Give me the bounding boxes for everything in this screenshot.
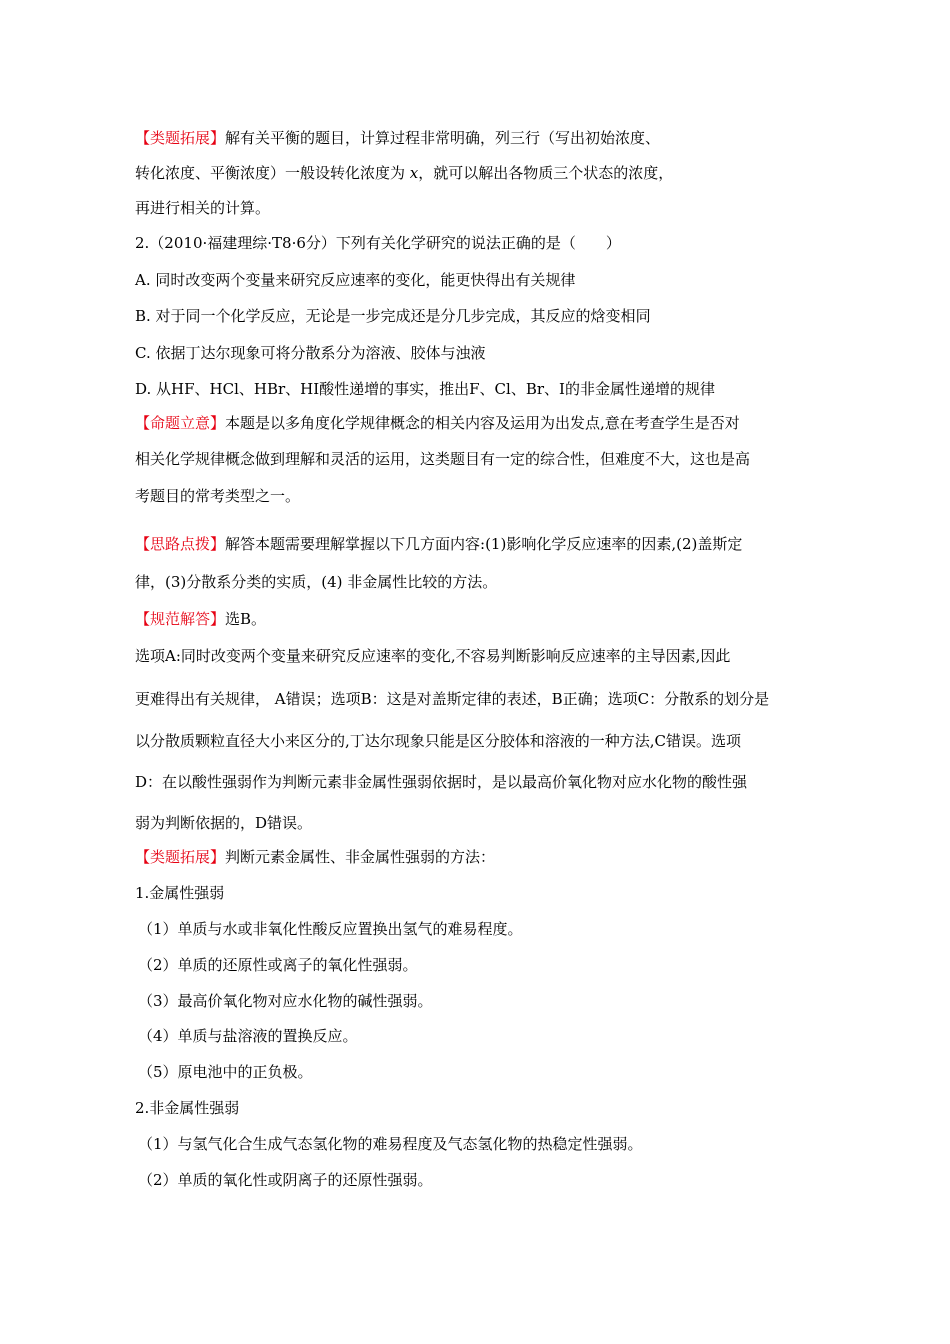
option-d: D. 从HF、HCl、HBr、HI酸性递增的事实，推出F、Cl、Br、I的非金属性递增的规律	[135, 380, 715, 398]
text-line: 以分散质颗粒直径大小来区分的,丁达尔现象只能是区分胶体和溶液的一种方法,C错误。选项	[135, 732, 742, 750]
option-c: C. 依据丁达尔现象可将分散系分为溶液、胶体与浊液	[135, 344, 486, 362]
text-line: 考题目的常考类型之一。	[135, 487, 301, 505]
list-item: （2）单质的氧化性或阴离子的还原性强弱。	[138, 1171, 433, 1189]
section-tag: 【类题拓展】	[135, 848, 226, 866]
list-heading: 1.金属性强弱	[135, 884, 225, 902]
list-item: （4）单质与盐溶液的置换反应。	[138, 1027, 358, 1045]
text-line: 弱为判断依据的，D错误。	[135, 814, 313, 832]
text-line: 【类题拓展】判断元素金属性、非金属性强弱的方法：	[135, 848, 496, 866]
list-item: （3）最高价氧化物对应水化物的碱性强弱。	[138, 992, 433, 1010]
text-line: 更难得出有关规律， A错误；选项B：这是对盖斯定律的表述，B正确；选项C：分散系的划分是	[135, 690, 770, 708]
section-tag: 【规范解答】	[135, 610, 226, 628]
option-b: B. 对于同一个化学反应，无论是一步完成还是分几步完成，其反应的焓变相同	[135, 307, 651, 325]
list-item: （5）原电池中的正负极。	[138, 1063, 313, 1081]
text-line: 【类题拓展】解有关平衡的题目，计算过程非常明确，列三行（写出初始浓度、	[135, 129, 661, 147]
list-item: （1）与氢气化合生成气态氢化物的难易程度及气态氢化物的热稳定性强弱。	[138, 1135, 643, 1153]
section-tag: 【类题拓展】	[135, 129, 226, 147]
text-line: 【规范解答】选B。	[135, 610, 267, 628]
text-line: 选项A:同时改变两个变量来研究反应速率的变化,不容易判断影响反应速率的主导因素,因此	[135, 647, 731, 665]
list-item: （1）单质与水或非氧化性酸反应置换出氢气的难易程度。	[138, 920, 523, 938]
text-line: 律，(3)分散系分类的实质，(4) 非金属性比较的方法。	[135, 573, 498, 591]
text-line: 再进行相关的计算。	[135, 199, 271, 217]
list-heading: 2.非金属性强弱	[135, 1099, 240, 1117]
question-stem: 2.（2010·福建理综·T8·6分）下列有关化学研究的说法正确的是（ ）	[135, 234, 621, 252]
text-line: 【命题立意】本题是以多角度化学规律概念的相关内容及运用为出发点,意在考查学生是否对	[135, 414, 740, 432]
list-item: （2）单质的还原性或离子的氧化性强弱。	[138, 956, 418, 974]
option-a: A. 同时改变两个变量来研究反应速率的变化，能更快得出有关规律	[135, 271, 576, 289]
text-line: 相关化学规律概念做到理解和灵活的运用，这类题目有一定的综合性，但难度不大，这也是高	[135, 450, 751, 468]
text-line: 【思路点拨】解答本题需要理解掌握以下几方面内容:(1)影响化学反应速率的因素,(2)盖斯定	[135, 535, 743, 553]
text-line: D：在以酸性强弱作为判断元素非金属性强弱依据时，是以最高价氧化物对应水化物的酸性强	[135, 773, 748, 791]
section-tag: 【命题立意】	[135, 414, 226, 432]
section-tag: 【思路点拨】	[135, 535, 226, 553]
variable-x: x	[409, 164, 419, 182]
text-line: 转化浓度、平衡浓度）一般设转化浓度为 x，就可以解出各物质三个状态的浓度，	[135, 164, 674, 182]
